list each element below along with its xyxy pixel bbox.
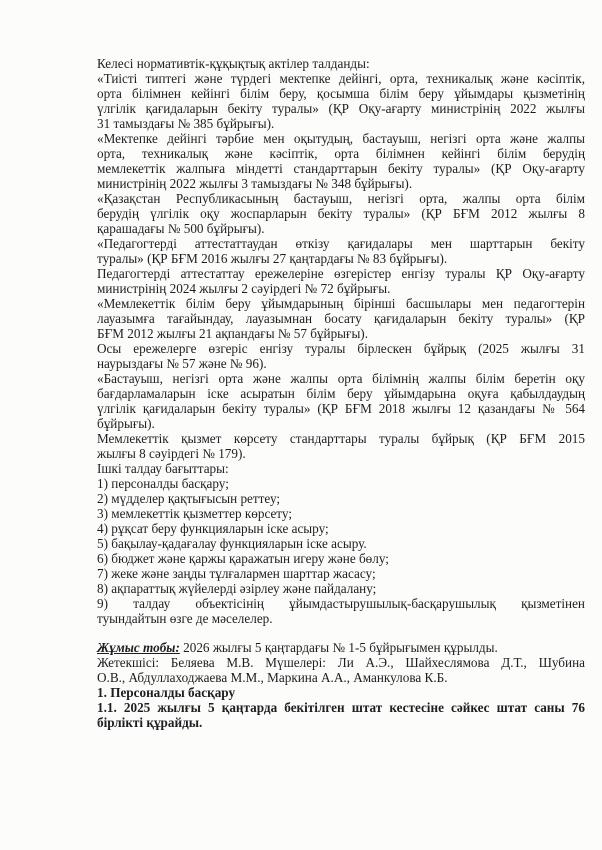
act-6-line-1: «Мемлекеттік білім беру ұйымдарының бірінші басшылары мен педагогтерін xyxy=(97,296,585,311)
act-3-line-1: «Қазақстан Республикасының бастауыш, негізгі орта, жалпы орта білім xyxy=(97,191,585,206)
act-1-line-2: орта білімнен кейінгі білім беру, қосымша білім беру ұйымдары қызметінің xyxy=(97,86,585,101)
act-8-line-1: «Бастауыш, негізгі орта және жалпы орта білімнің жалпы білім беретін оқу xyxy=(97,371,585,386)
act-9-line-2: жылғы 8 сәуірдегі № 179). xyxy=(97,446,246,461)
directions-title: Ішкі талдау бағыттары: xyxy=(97,461,229,476)
act-4-line-2: туралы» (ҚР БҒМ 2016 жылғы 27 қаңтардағы № 83 бұйрығы). xyxy=(97,251,448,266)
working-group-order: 2026 жылғы 5 қаңтардағы № 1-5 бұйрығымен құрылды. xyxy=(179,640,498,655)
act-2-line-3: мемлекеттік жалпыға міндетті стандарттарын бекіту туралы» (ҚР Оқу-ағарту xyxy=(97,161,585,176)
act-9-line-1: Мемлекеттік қызмет көрсету стандарттары туралы бұйрық (ҚР БҒМ 2015 xyxy=(97,431,585,446)
act-2-line-2: орта, техникалық және кәсіптік, орта білімнен кейінгі білім берудің xyxy=(97,146,585,161)
act-2-line-4: министрінің 2022 жылғы 3 тамыздағы № 348 бұйрығы). xyxy=(97,176,413,191)
act-8-line-4: бұйрығы). xyxy=(97,416,155,431)
working-group-line-2: Жетекшісі: Беляева М.В. Мүшелері: Ли А.Э., Шайхеслямова Д.Т., Шубина xyxy=(97,655,585,670)
working-group-label: Жұмыс тобы: xyxy=(97,640,180,655)
act-2-line-1: «Мектепке дейінгі тәрбие мен оқытудың, бастауыш, негізгі орта және жалпы xyxy=(97,131,585,146)
direction-6: 6) бюджет және қаржы қаражатын игеру және бөлу; xyxy=(97,551,389,566)
working-group-line-3: О.В., Абдуллаходжаева М.М., Маркина А.А., Аманкулова К.Б. xyxy=(97,670,448,685)
act-4-line-1: «Педагогтерді аттестаттаудан өткізу қағидалары мен шарттарын бекіту xyxy=(97,236,585,251)
direction-2: 2) мүдделер қақтығысын реттеу; xyxy=(97,491,281,506)
act-3-line-2: берудің үлгілік оқу жоспарларын бекіту туралы» (ҚР БҒМ 2012 жылғы 8 xyxy=(97,206,585,221)
working-group-line-1 xyxy=(97,640,585,655)
section-1-1-line-2: бірлікті құрайды. xyxy=(97,715,203,730)
section-1-1-line-1: 1.1. 2025 жылғы 5 қаңтарда бекітілген штат кестесіне сәйкес штат саны 76 xyxy=(97,700,585,715)
act-5-line-1: Педагогтерді аттестаттау ережелеріне өзгерістер енгізу туралы ҚР Оқу-ағарту xyxy=(97,266,585,281)
act-6-line-2: лауазымға тағайындау, лауазымнан босату қағидаларын бекіту туралы» (ҚР xyxy=(97,311,585,326)
act-8-line-3: үлгілік қағидаларын бекіту туралы» (ҚР БҒМ 2018 жылғы 12 қазандағы № 564 xyxy=(97,401,585,416)
direction-9-line-1: 9) талдау объектісінің ұйымдастырушылық-басқарушылық қызметінен xyxy=(97,596,585,611)
act-5-line-2: министрінің 2024 жылғы 2 сәуірдегі № 72 бұйрығы. xyxy=(97,281,391,296)
direction-1: 1) персоналды басқару; xyxy=(97,476,229,491)
direction-3: 3) мемлекеттік қызметтер көрсету; xyxy=(97,506,292,521)
direction-9-line-2: туындайтын өзге де мәселелер. xyxy=(97,611,273,626)
act-8-line-2: бағдарламаларын іске асыратын білім беру ұйымдарына оқуға қабылдаудың xyxy=(97,386,585,401)
section-1-title: 1. Персоналды басқару xyxy=(97,685,236,700)
act-1-line-3: үлгілік қағидаларын бекіту туралы» (ҚР Оқу-ағарту министрінің 2022 жылғы xyxy=(97,101,585,116)
intro-line: Келесі нормативтік-құқықтық актілер талданды: xyxy=(97,56,370,71)
direction-8: 8) ақпараттық жүйелерді әзірлеу және пайдалану; xyxy=(97,581,377,596)
act-6-line-3: БҒМ 2012 жылғы 21 ақпандағы № 57 бұйрығы). xyxy=(97,326,368,341)
act-7-line-2: наурыздағы № 57 және № 96). xyxy=(97,356,267,371)
act-3-line-3: қарашадағы № 500 бұйрығы). xyxy=(97,221,265,236)
direction-4: 4) рұқсат беру функцияларын іске асыру; xyxy=(97,521,329,536)
act-1-line-4: 31 тамыздағы № 385 бұйрығы). xyxy=(97,116,275,131)
act-7-line-1: Осы ережелерге өзгеріс енгізу туралы бірлескен бұйрық (2025 жылғы 31 xyxy=(97,341,585,356)
act-1-line-1: «Тиісті типтегі және түрдегі мектепке дейінгі, орта, техникалық және кәсіптік, xyxy=(97,71,585,86)
direction-7: 7) жеке және заңды тұлғалармен шарттар жасасу; xyxy=(97,566,376,581)
direction-5: 5) бақылау-қадағалау функцияларын іске асыру. xyxy=(97,536,367,551)
